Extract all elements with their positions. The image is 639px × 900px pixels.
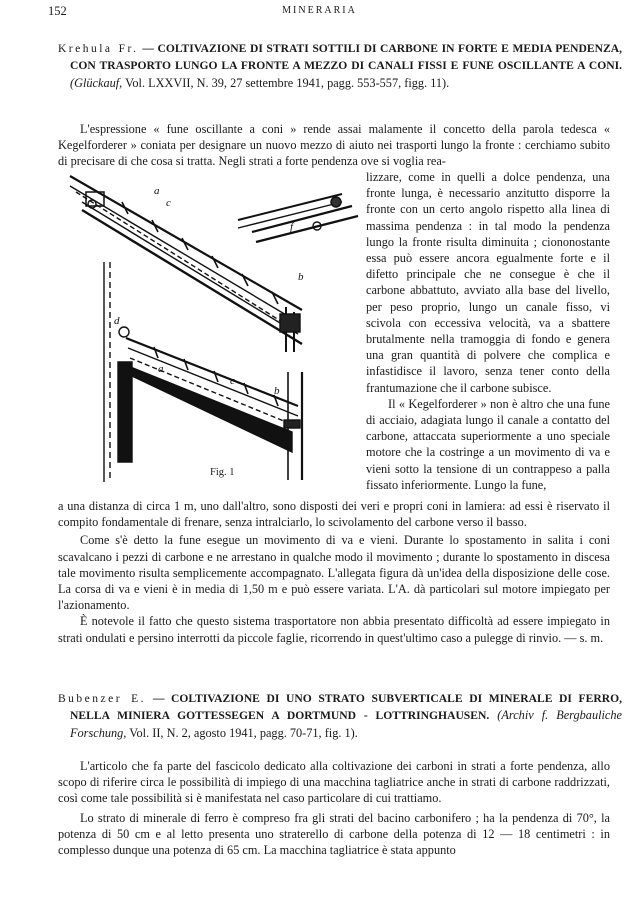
article2-title: — COLTIVAZIONE DI UNO STRATO SUBVERTICALE DI MINERALE DI FERRO, NELLA MINIERA GOTTESSEGEN A DORTMUND - LOTTRINGHAUSEN.	[70, 692, 623, 723]
figure-label-a2: a	[158, 363, 164, 375]
article1-para2-cont: a una distanza di circa 1 m, uno dall'altro, sono disposti dei veri e propri coni in lamiera: ad essi è riservato il compito fondamentale di frenare, senza intralciarlo, lo scivolamento del carbone verso il basso.	[58, 499, 610, 530]
page-header	[48, 4, 591, 20]
article1-heading	[58, 40, 622, 91]
article2-journal: (Archiv f. Bergbauliche Forschung,	[70, 708, 622, 740]
article1-para1: L'espressione « fune oscillante a coni » rende assai malamente il concetto della parola tedesca « Kegelforderer » coniata per designare un nuovo mezzo di aiuto nei trasporti lungo la fronte : cerchiamo subito di precisare di che cosa si tratta. Negli strati a forte pendenza ove si voglia rea-	[58, 122, 610, 169]
article2-heading	[58, 690, 622, 741]
figure-label-c: c	[166, 197, 171, 209]
figure-1	[62, 162, 362, 492]
article1-continuation	[58, 498, 610, 646]
article1-para3: Come s'è detto la fune esegue un movimento di va e vieni. Durante lo spostamento in salita i coni scavalcano i pezzi di carbone e ne arrestano in qualche modo il movimento ; durante lo spostamento in discesa tale movimento risulta semplicemente accompagnato. L'allegata figura dà un'idea della disposizione delle cose. La corsa di va e vieni è in media di 1,50 m e può essere variata. L'A. dà particolari sul motore impiegato per l'azionamento.	[58, 533, 610, 613]
article1-column	[366, 169, 610, 493]
article1-title: — COLTIVAZIONE DI STRATI SOTTILI DI CARBONE IN FORTE E MEDIA PENDENZA, CON TRASPORTO LUNGO LA FRONTE A MEZZO DI CANALI FISSI E FUNE OSCILLANTE A CONI.	[70, 42, 622, 73]
figure-caption: Fig. 1	[210, 467, 235, 478]
article2-body	[58, 758, 610, 858]
article1-column-text: lizzare, come in quelli a dolce pendenza, una fronte lunga, è necessario anzitutto disporre la fronte con un certo angolo rispetto alla linea di massima pendenza : in tal modo la pendenza lungo la fronte risulta diminuita ; ciononostante essa può essere ancora egualmente forte e il difetto principale che ne consegue è che il carbone abbattuto, avviato alla base del livello, per peso proprio, lungo un canale fisso, vi scivola con eccessiva velocità, va a sbattere brutalmente nella tramoggia di fondo e genera una gran quantità di polvere che complica e infastidisce il lavoro, senza tener conto della frantumazione che il carbone subisce.	[366, 170, 610, 395]
article1-journal: (Glückauf,	[70, 75, 123, 90]
page-number: 152	[48, 4, 67, 18]
figure-label-b2: b	[274, 385, 280, 397]
figure-label-d: d	[114, 315, 120, 327]
running-title: MINERARIA	[282, 5, 357, 16]
article1-citation: Vol. LXXVII, N. 39, 27 settembre 1941, pagg. 553-557, figg. 11).	[125, 75, 450, 90]
article2-citation: Vol. II, N. 2, agosto 1941, pagg. 70-71, fig. 1).	[129, 725, 358, 740]
article2-author: Bubenzer E.	[58, 693, 147, 705]
article2-para1: L'articolo che fa parte del fascicolo dedicato alla coltivazione dei carboni in strati a forte pendenza, allo scopo di riferire circa le possibilità di impiego di una macchina tagliatrice anche in strati di carbone raddrizzati, così come tale possibilità si è manifestata nel caso particolare di cui trattiamo.	[58, 759, 610, 806]
figure-label-a: a	[154, 185, 160, 197]
article1-author: Krehula Fr.	[58, 43, 139, 55]
figure-label-b: b	[298, 271, 304, 283]
article2-para2: Lo strato di minerale di ferro è compreso fra gli strati del bacino carbonifero ; ha la pendenza di 70°, la potenza di 50 cm e al letto presenta uno straterello di carbone della potenza di 12 — 18 centimetri : in complesso dunque una potenza di 65 cm. La macchina tagliatrice è stata appunto	[58, 810, 610, 858]
figure-label-f: f	[290, 221, 294, 233]
figure-label-c2: c	[230, 375, 235, 387]
article1-para4: È notevole il fatto che questo sistema trasportatore non abbia presentato difficoltà ad essere impiegato in strati ondulati e persino interrotti da piccole faglie, ricorrendo in quest'ultimo caso a pulegge di rinvio. — s. m.	[58, 614, 610, 645]
article1-column-text2: Il « Kegelforderer » non è altro che una fune di acciaio, adagiata lungo il canale a contatto del carbone, attaccata superiormente a uno speciale motore che la costringe a un movimento di va e vieni sotto la tensione di un contrappeso a palla fissato inferiormente. Lungo la fune,	[366, 396, 610, 492]
